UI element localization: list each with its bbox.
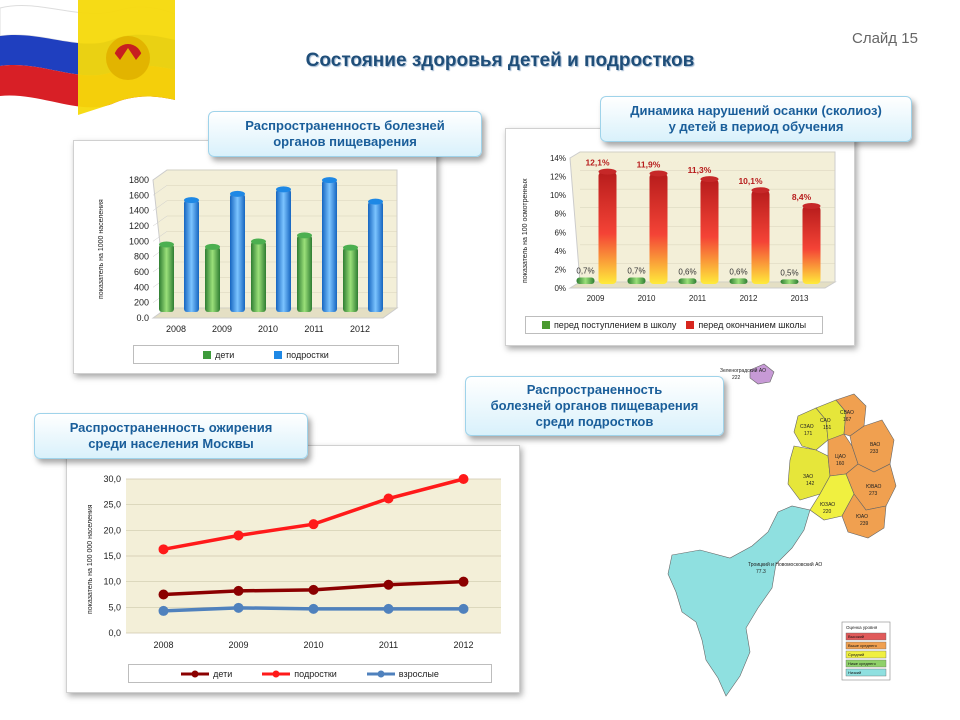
chart2-bar-end-school (803, 206, 821, 284)
chart1-ytick: 1200 (128, 221, 149, 231)
legend-item-before-school: перед поступлением в школу (542, 320, 676, 330)
legend-item-children: дети (203, 350, 234, 360)
chart1-bar-children (297, 235, 312, 312)
chart3-ytick: 20,0 (103, 525, 121, 536)
map-legend (842, 622, 890, 680)
obesity-line-chart (66, 445, 518, 665)
chart2-ytick: 0% (554, 284, 566, 293)
map-value-tinao: 77.3 (756, 569, 766, 575)
chart1-ytick: 1400 (128, 205, 149, 216)
chart1-bar-teens (184, 200, 199, 312)
chart1-legend (133, 345, 399, 364)
map-value-yuvao: 273 (869, 491, 878, 497)
chart1-bar-children (159, 245, 174, 312)
chart3-xtick: 2012 (453, 640, 474, 650)
legend-item-line-adults: взрослые (367, 669, 439, 679)
chart3-line-teens-point (309, 519, 319, 529)
chart2-ylabel: показатель на 100 осмотренных (522, 178, 529, 283)
map-label-zao: ЗАО (803, 474, 814, 480)
chart3-ytick: 5,0 (108, 602, 121, 613)
chart2-legend (525, 316, 823, 334)
map-value-yuao: 239 (860, 521, 869, 527)
chart2-xtick: 2012 (739, 294, 758, 303)
chart3-line-adults-point (459, 604, 469, 614)
chart3-xtick: 2009 (228, 640, 249, 650)
chart2-bar-before-school (628, 278, 646, 285)
map-value-cao: 160 (836, 461, 845, 467)
chart2-xtick: 2010 (637, 294, 656, 303)
chart2-bar-end-school (650, 174, 668, 285)
map-label-svao: СВАО (840, 410, 854, 416)
chart2-bar-before-school (577, 278, 595, 285)
chart3-line-teens-point (159, 544, 169, 554)
chart2-bar-before-school (781, 279, 799, 284)
chart2-label-before-school: 0,6% (678, 267, 697, 277)
map-label-sao: САО (820, 418, 831, 424)
chart1-ytick: 1800 (128, 175, 149, 185)
map-legend-label: Ниже среднего (848, 661, 876, 667)
map-label-vao: ВАО (870, 442, 881, 448)
chart2-bar-before-school (679, 278, 697, 284)
map-label-yuao: ЮАО (856, 514, 868, 520)
chart2-label-end-school: 10,1% (738, 176, 763, 187)
chart3-legend (128, 664, 492, 683)
slide-number: Слайд 15 (852, 30, 918, 47)
callout-digestive: Распространенность болезней органов пищеварения (208, 111, 482, 157)
map-label-tinao: Троицкий и Новомосковский АО (748, 562, 823, 568)
chart2-bar-end-school-cap (599, 169, 617, 175)
chart3-ytick: 25,0 (103, 499, 121, 510)
map-legend-label: Выше среднего (848, 643, 877, 649)
scoliosis-bar-chart (505, 128, 853, 314)
chart1-ytick: 1000 (128, 236, 149, 247)
legend-item-line-children: дети (181, 669, 232, 679)
chart2-label-before-school: 0,7% (576, 266, 595, 276)
chart1-xtick: 2008 (165, 324, 187, 334)
map-label-yuzao: ЮЗАО (820, 502, 836, 508)
chart2-label-before-school: 0,6% (729, 267, 748, 277)
chart3-line-teens-point (234, 530, 244, 540)
chart1-bar-teens-cap (368, 199, 383, 205)
chart3-line-teens-point (384, 494, 394, 504)
chart2-bar-end-school (701, 179, 719, 284)
chart1-bar-children-cap (159, 242, 174, 248)
map-value-zao: 142 (806, 481, 815, 487)
map-value-svao: 167 (843, 417, 852, 423)
chart1-xtick: 2012 (349, 324, 371, 334)
chart1-bar-children (343, 248, 358, 312)
map-label-zelenograd: Зеленоградский АО (720, 368, 766, 374)
map-value-zelenograd: 222 (732, 375, 741, 381)
map-legend-label: Средний (848, 652, 865, 658)
chart2-ytick: 10% (549, 191, 566, 201)
chart1-bar-children (205, 247, 220, 312)
chart2-xtick: 2011 (688, 294, 707, 303)
chart3-ylabel: показатель на 100 000 населения (87, 504, 94, 614)
legend-item-end-school: перед окончанием школы (686, 320, 806, 330)
chart2-bar-end-school-cap (752, 187, 770, 193)
chart1-bar-children-cap (343, 245, 358, 251)
chart2-label-before-school: 0,5% (780, 268, 799, 278)
chart2-bar-end-school-cap (650, 171, 668, 177)
chart1-xtick: 2010 (257, 324, 279, 334)
chart1-bar-teens-cap (322, 177, 337, 183)
chart1-ytick: 800 (133, 251, 149, 262)
chart1-bar-teens (230, 194, 245, 312)
chart1-ylabel: показатель на 1000 населения (98, 199, 105, 299)
chart3-line-children-point (234, 586, 244, 596)
callout-obesity: Распространенность ожирения среди населения Москвы (34, 413, 308, 459)
chart3-ytick: 15,0 (103, 551, 121, 561)
chart1-bar-teens (276, 189, 291, 312)
chart2-bar-before-school (730, 278, 748, 284)
map-legend-title: Оценка уровня (846, 625, 878, 630)
chart2-bar-end-school (752, 190, 770, 284)
chart1-bar-children (251, 241, 266, 312)
map-value-yuzao: 220 (823, 509, 832, 515)
chart2-ytick: 2% (554, 265, 566, 275)
chart3-ytick: 10,0 (103, 576, 121, 587)
chart1-ytick: 400 (133, 282, 149, 293)
chart2-ytick: 12% (549, 172, 566, 182)
chart3-line-children-point (459, 577, 469, 587)
chart2-ytick: 6% (554, 228, 566, 238)
chart1-bar-teens (368, 202, 383, 312)
legend-item-teens: подростки (274, 350, 329, 360)
chart2-ytick: 4% (554, 246, 566, 256)
map-legend-label: Высокий (848, 634, 865, 640)
chart1-ytick: 0.0 (136, 313, 149, 323)
chart3-ytick: 0,0 (108, 628, 121, 638)
callout-scoliosis: Динамика нарушений осанки (сколиоз) у детей в период обучения (600, 96, 912, 142)
map-value-szao: 171 (804, 431, 813, 437)
chart3-line-children-point (159, 590, 169, 600)
map-label-cao: ЦАО (835, 454, 846, 460)
chart2-label-end-school: 12,1% (585, 157, 610, 168)
chart2-xtick: 2013 (790, 294, 809, 303)
chart1-xtick: 2009 (211, 324, 233, 334)
chart1-bar-children-cap (205, 244, 220, 250)
chart2-bar-end-school (599, 172, 617, 284)
chart2-ytick: 14% (549, 154, 566, 163)
legend-item-line-teens: подростки (262, 669, 337, 679)
chart2-bar-end-school-cap (701, 176, 719, 182)
chart3-line-adults-point (384, 604, 394, 614)
map-value-sao: 151 (823, 425, 832, 431)
chart1-bar-teens-cap (276, 186, 291, 192)
chart3-line-children-point (309, 585, 319, 595)
chart1-bar-teens (322, 180, 337, 312)
chart2-label-before-school: 0,7% (627, 266, 646, 276)
chart3-line-adults-point (234, 603, 244, 613)
chart1-bar-children-cap (297, 232, 312, 238)
chart3-line-teens-point (459, 474, 469, 484)
map-district-zelenograd (750, 364, 774, 384)
chart1-ytick: 1600 (128, 190, 149, 201)
chart2-bar-end-school-cap (803, 203, 821, 209)
chart3-xtick: 2010 (303, 640, 324, 650)
chart3-line-adults-point (159, 606, 169, 616)
map-value-vao: 233 (870, 449, 879, 455)
callout-map: Распространенность болезней органов пищеварения среди подростков (465, 376, 724, 436)
map-label-yuvao: ЮВАО (866, 484, 882, 490)
chart2-label-end-school: 8,4% (791, 192, 812, 202)
chart3-xtick: 2008 (153, 640, 174, 650)
chart3-line-children-point (384, 580, 394, 590)
chart2-label-end-school: 11,9% (636, 159, 661, 170)
chart2-xtick: 2009 (586, 294, 605, 303)
chart3-line-adults-point (309, 604, 319, 614)
chart1-bar-teens-cap (230, 191, 245, 197)
chart1-ytick: 600 (133, 267, 149, 277)
chart3-ytick: 30,0 (103, 474, 121, 484)
map-label-szao: СЗАО (800, 424, 814, 430)
chart2-ytick: 8% (554, 209, 566, 219)
map-district-tinao (668, 506, 810, 696)
chart1-ytick: 200 (133, 297, 149, 308)
map-legend-label: Низкий (848, 670, 862, 676)
chart1-bar-children-cap (251, 238, 266, 244)
digestive-bar-chart (73, 140, 435, 340)
page-title: Состояние здоровья детей и подростков (305, 50, 695, 71)
chart3-xtick: 2011 (378, 640, 399, 650)
chart1-bar-teens-cap (184, 197, 199, 203)
chart1-xtick: 2011 (304, 324, 324, 334)
chart2-label-end-school: 11,3% (687, 165, 712, 176)
